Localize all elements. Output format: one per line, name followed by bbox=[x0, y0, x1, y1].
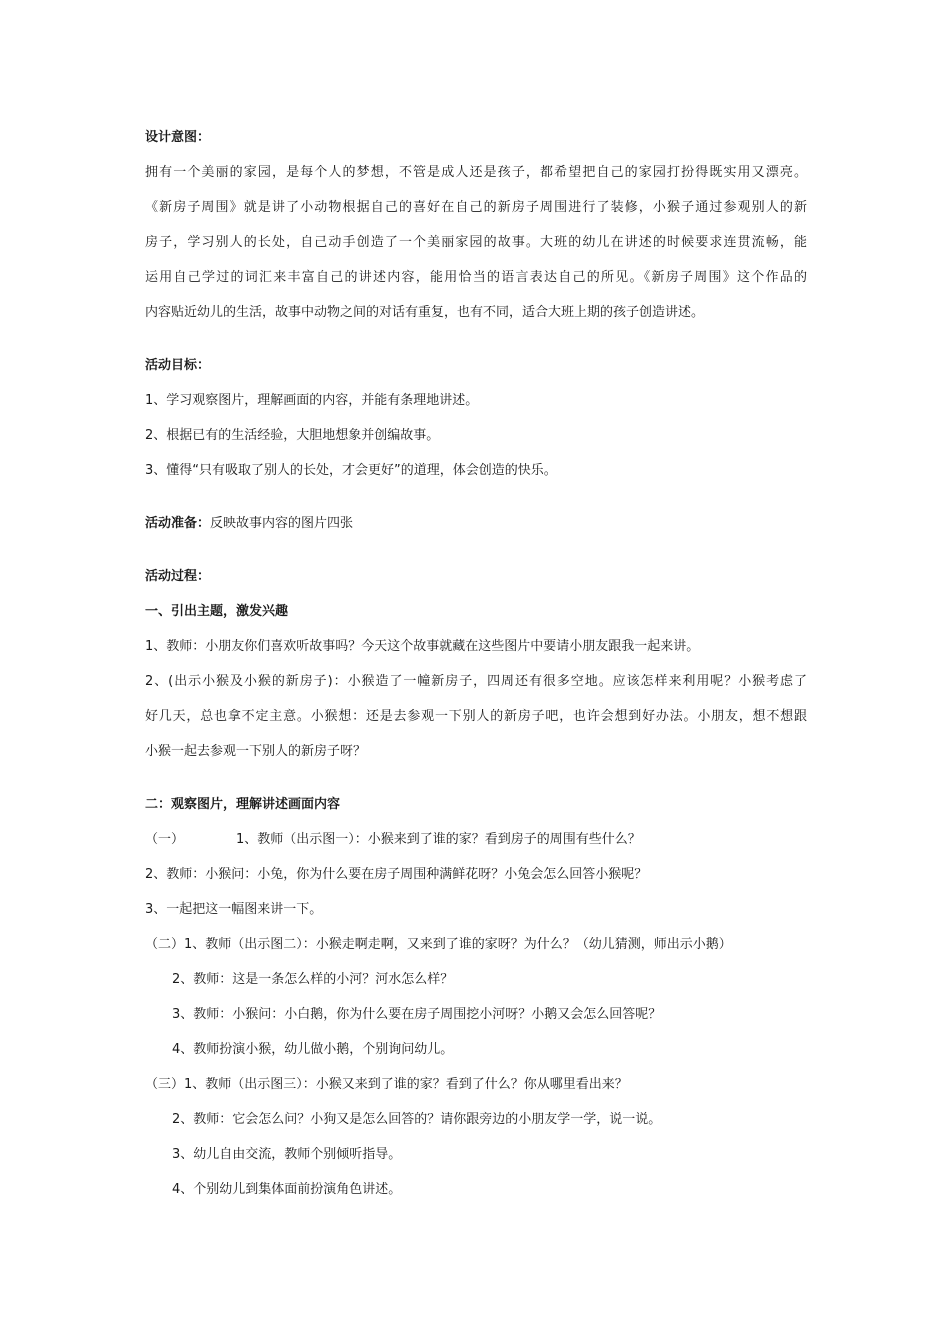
sec2-line: 3、教师：小猴问：小白鹅，你为什么要在房子周围挖小河呀？小鹅又会怎么回答呢？ bbox=[172, 1007, 662, 1022]
sec3-line: 4、个别幼儿到集体面前扮演角色讲述。 bbox=[172, 1182, 402, 1197]
prep-heading: 活动准备： bbox=[145, 516, 211, 531]
goal-item: 1、学习观察图片，理解画面的内容，并能有条理地讲述。 bbox=[145, 393, 479, 408]
design-line: 内容贴近幼儿的生活，故事中动物之间的对话有重复，也有不同，适合大班上期的孩子创造讲述。 bbox=[145, 305, 705, 320]
part1-line: 小猴一起去参观一下别人的新房子呀？ bbox=[145, 744, 367, 759]
design-line: 拥有一个美丽的家园，是每个人的梦想，不管是成人还是孩子，都希望把自己的家园打扮得既实用又漂亮。 bbox=[145, 165, 807, 180]
prep-text: 反映故事内容的图片四张 bbox=[210, 516, 354, 531]
goal-item: 3、懂得“只有吸取了别人的长处，才会更好”的道理，体会创造的快乐。 bbox=[145, 463, 557, 478]
goals-heading: 活动目标： bbox=[145, 358, 211, 373]
goal-item: 2、根据已有的生活经验，大胆地想象并创编故事。 bbox=[145, 428, 440, 443]
sec1-line: 3、一起把这一幅图来讲一下。 bbox=[145, 902, 323, 917]
prep-line bbox=[145, 514, 353, 534]
part1-line: 1、教师：小朋友你们喜欢听故事吗？今天这个故事就藏在这些图片中要请小朋友跟我一起来讲。 bbox=[145, 639, 700, 654]
design-heading: 设计意图： bbox=[145, 130, 211, 145]
sec3-first: （三）1、教师（出示图三）：小猴又来到了谁的家？看到了什么？你从哪里看出来？ bbox=[145, 1077, 628, 1092]
part1-line: 2、(出示小猴及小猴的新房子)：小猴造了一幢新房子，四周还有很多空地。应该怎样来利用呢？小猴考虑了 bbox=[145, 674, 807, 689]
sec2-line: 2、教师：这是一条怎么样的小河？河水怎么样？ bbox=[172, 972, 454, 987]
part1-heading: 一、引出主题，激发兴趣 bbox=[145, 604, 289, 619]
sec3-line: 3、幼儿自由交流，教师个别倾听指导。 bbox=[172, 1147, 402, 1162]
sec1-label: （一） bbox=[145, 832, 185, 847]
part2-heading: 二：观察图片，理解讲述画面内容 bbox=[145, 797, 341, 812]
design-line: 《新房子周围》就是讲了小动物根据自己的喜好在自己的新房子周围进行了装修，小猴子通过参观别人的新 bbox=[145, 200, 807, 215]
sec1-line: 2、教师：小猴问：小兔，你为什么要在房子周围种满鲜花呀？小兔会怎么回答小猴呢？ bbox=[145, 867, 648, 882]
design-line: 运用自己学过的词汇来丰富自己的讲述内容，能用恰当的语言表达自己的所见。《新房子周围》这个作品的 bbox=[145, 270, 807, 285]
sec1-first-line bbox=[145, 830, 641, 850]
design-line: 房子，学习别人的长处，自己动手创造了一个美丽家园的故事。大班的幼儿在讲述的时候要求连贯流畅，能 bbox=[145, 235, 807, 250]
sec3-line: 2、教师：它会怎么问？小狗又是怎么回答的？请你跟旁边的小朋友学一学，说一说。 bbox=[172, 1112, 662, 1127]
sec1-first: 1、教师（出示图一）：小猴来到了谁的家？看到房子的周围有些什么？ bbox=[236, 832, 641, 847]
process-heading: 活动过程： bbox=[145, 569, 211, 584]
sec2-first: （二）1、教师（出示图二）：小猴走啊走啊，又来到了谁的家呀？为什么？（幼儿猜测，师出示小鹅） bbox=[145, 937, 732, 952]
sec2-line: 4、教师扮演小猴，幼儿做小鹅，个别询问幼儿。 bbox=[172, 1042, 454, 1057]
part1-line: 好几天，总也拿不定主意。小猴想：还是去参观一下别人的新房子吧，也许会想到好办法。小朋友，想不想跟 bbox=[145, 709, 807, 724]
